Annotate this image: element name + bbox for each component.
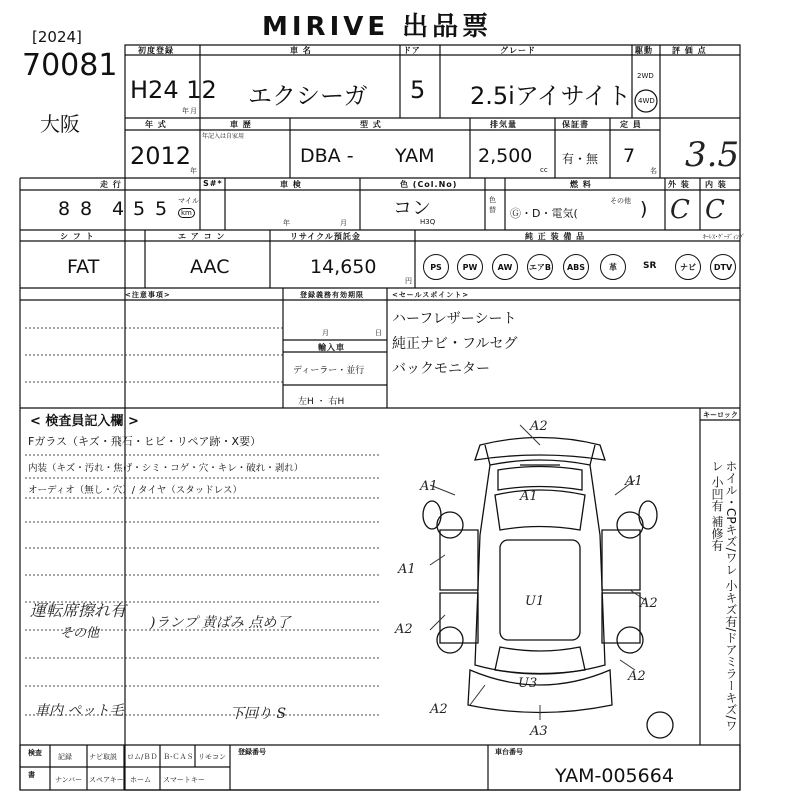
footer-record: 記録 bbox=[58, 753, 72, 761]
inspector-vertical-note: ホイル・CPキズ/ワレ 小キズ有/ドアミラーキズ/ワレ 小凹有 補修有 bbox=[710, 460, 738, 732]
mileage-mile: マイル bbox=[178, 197, 199, 205]
footer-navi-manual: ナビ取説 bbox=[89, 753, 117, 761]
inspector-handwriting: 下回り S bbox=[230, 706, 287, 722]
footer-number: ナンバー bbox=[55, 776, 83, 784]
fuel-other: その他 bbox=[610, 197, 631, 205]
damage-mark: A1 bbox=[420, 479, 438, 494]
displacement-unit: cc bbox=[540, 166, 548, 174]
location: 大阪 bbox=[40, 112, 80, 136]
label-registration: 登録義務有効期限 bbox=[300, 291, 364, 299]
exterior-value: C bbox=[670, 195, 690, 225]
label-history: 車 歴 bbox=[230, 120, 252, 129]
equip-navi: ナビ bbox=[675, 254, 701, 280]
import-type: ディーラー・並行 bbox=[293, 366, 365, 376]
label-capacity: 定 員 bbox=[620, 120, 642, 129]
damage-mark: A2 bbox=[530, 419, 548, 434]
inspector-line-audio: オーディオ（無し・穴）/ タイヤ（スタッドレス） bbox=[28, 485, 242, 496]
footer-inspection: 検査 bbox=[28, 749, 42, 757]
inspector-line-glass: Fガラス（キズ・飛石・ヒビ・リペア跡・X要） bbox=[28, 435, 262, 448]
inspector-line-interior: 内装（キズ・汚れ・焦げ・シミ・コゲ・穴・キレ・破れ・剥れ） bbox=[28, 463, 304, 474]
chassis-number: YAM-005664 bbox=[555, 765, 674, 787]
label-warranty: 保証書 bbox=[562, 120, 589, 129]
label-drive: 駆動 bbox=[635, 46, 653, 55]
grade-value: 2.5iアイサイト bbox=[470, 82, 631, 110]
first-reg-value: H24 12 bbox=[130, 76, 217, 104]
label-grade: グレード bbox=[500, 46, 536, 55]
label-first-reg: 初度登録 bbox=[138, 46, 174, 55]
footer-bcas: Ｂ-ＣＡＳ bbox=[163, 753, 194, 761]
label-model-year: 年 式 bbox=[145, 120, 167, 129]
model-year-value: 2012 bbox=[130, 142, 192, 170]
sales-point: バックモニター bbox=[392, 361, 490, 377]
equip-dtv: DTV bbox=[710, 254, 736, 280]
footer-smart-key: スマートキー bbox=[163, 776, 205, 784]
model-year-unit: 年 bbox=[190, 167, 197, 175]
mileage-digit: 8 bbox=[58, 198, 71, 220]
label-mileage: 走 行 bbox=[100, 180, 122, 189]
inspector-heading: < 検査員記入欄 > bbox=[30, 414, 139, 429]
label-import: 輸入車 bbox=[318, 343, 345, 352]
label-interior: 内 装 bbox=[705, 180, 727, 189]
year-tag: [2024] bbox=[32, 28, 82, 46]
shaken-month: 月 bbox=[340, 219, 347, 227]
label-equipment: 純 正 装 備 品 bbox=[525, 232, 586, 241]
type-value: YAM bbox=[395, 145, 435, 167]
footer-remote: リモコン bbox=[198, 753, 226, 761]
footer-chassis-label: 車台番号 bbox=[495, 748, 523, 756]
label-color: 色 (Col.No) bbox=[400, 180, 458, 189]
label-exterior: 外 装 bbox=[668, 180, 690, 189]
inspector-handwriting: )ランプ 黄ばみ 点め了 bbox=[150, 615, 291, 631]
label-displacement: 排気量 bbox=[490, 120, 517, 129]
label-keyless: ｷｰﾚｽ･ｸﾞｰﾃﾞｨﾝｸﾞ bbox=[703, 234, 746, 241]
car-name-value: エクシーガ bbox=[248, 82, 368, 110]
shaken-year: 年 bbox=[283, 219, 290, 227]
capacity-unit: 名 bbox=[650, 167, 657, 175]
door-value: 5 bbox=[410, 76, 426, 104]
damage-mark: A3 bbox=[530, 724, 548, 739]
mileage-km: km bbox=[178, 208, 195, 218]
equip-aw: AW bbox=[492, 254, 518, 280]
registration-month: 月 bbox=[322, 329, 329, 337]
damage-mark: A2 bbox=[628, 669, 646, 684]
label-sales: <セールスポイント> bbox=[392, 291, 470, 299]
color-change-label: 色替 bbox=[489, 196, 496, 214]
footer-home: ホーム bbox=[130, 776, 151, 784]
mileage-digit: 5 bbox=[133, 198, 146, 220]
inspector-handwriting: その他 bbox=[60, 626, 100, 641]
equip-sr: SR bbox=[643, 261, 657, 271]
label-shift: シ フ ト bbox=[60, 232, 95, 241]
sales-point: 純正ナビ・フルセグ bbox=[392, 336, 518, 352]
mileage-digit: 8 bbox=[80, 198, 93, 220]
equip-airbag: エアB bbox=[527, 254, 553, 280]
warranty-value: 有・無 bbox=[562, 152, 599, 166]
label-recycle: リサイクル預託金 bbox=[290, 232, 361, 241]
label-door: ドア bbox=[403, 46, 421, 55]
drive-4wd: 4WD bbox=[638, 97, 655, 105]
label-type: 型 式 bbox=[360, 120, 382, 129]
footer-rom-bd: ロム/ＢＤ bbox=[127, 753, 158, 761]
mileage-digit: 4 bbox=[112, 198, 125, 220]
equip-ps: PS bbox=[423, 254, 449, 280]
color-value: コン bbox=[393, 197, 432, 219]
first-reg-month-unit: 月 bbox=[190, 107, 197, 115]
label-sh: S#* bbox=[203, 179, 223, 188]
displacement-value: 2,500 bbox=[478, 145, 533, 167]
form-title: MIRIVE 出品票 bbox=[262, 12, 493, 42]
label-shaken: 車 検 bbox=[280, 180, 302, 189]
shift-value: FAT bbox=[67, 256, 100, 278]
label-key-lock: キーロック bbox=[703, 411, 738, 419]
mileage-digit: 5 bbox=[155, 198, 168, 220]
capacity-value: 7 bbox=[623, 145, 636, 167]
damage-mark: A1 bbox=[398, 562, 416, 577]
damage-mark: A2 bbox=[640, 596, 658, 611]
aircon-value: AAC bbox=[190, 256, 230, 278]
label-car-name: 車 名 bbox=[290, 46, 312, 55]
damage-mark: A1 bbox=[520, 489, 538, 504]
label-aircon: エ ア コ ン bbox=[178, 232, 226, 241]
lot-number: 70081 bbox=[22, 48, 118, 83]
inspector-handwriting: 運転席擦れ有 bbox=[30, 601, 127, 620]
label-fuel: 燃 料 bbox=[570, 180, 592, 189]
score-value: 3.5 bbox=[685, 135, 740, 175]
damage-mark: A2 bbox=[430, 702, 448, 717]
handle-side: 左H ・ 右H bbox=[298, 397, 345, 407]
type-prefix: DBA - bbox=[300, 145, 354, 167]
label-history-sub: 年記入は自家用 bbox=[202, 133, 245, 140]
car-damage-diagram bbox=[390, 415, 690, 745]
interior-value: C bbox=[705, 195, 725, 225]
drive-2wd: 2WD bbox=[637, 72, 654, 80]
footer-reg-label: 登録番号 bbox=[238, 748, 266, 756]
recycle-value: 14,650 bbox=[310, 256, 377, 278]
footer-doc: 書 bbox=[28, 771, 35, 779]
damage-mark: U3 bbox=[518, 676, 538, 691]
color-number: H3Q bbox=[420, 218, 436, 226]
damage-mark: U1 bbox=[525, 594, 545, 609]
label-score: 評 価 点 bbox=[672, 46, 707, 55]
damage-mark: A2 bbox=[395, 622, 413, 637]
footer-spare-key: スペアキー bbox=[89, 776, 124, 784]
label-notes: <注意事項> bbox=[125, 291, 171, 299]
equip-abs: ABS bbox=[563, 254, 589, 280]
fuel-value: Ⓖ・D・電気( bbox=[510, 207, 578, 220]
recycle-yen: 円 bbox=[405, 277, 412, 285]
registration-day: 日 bbox=[375, 329, 382, 337]
equip-pw: PW bbox=[457, 254, 483, 280]
equip-leather: 革 bbox=[600, 254, 626, 280]
inspector-handwriting: 車内 ペット毛 bbox=[35, 703, 124, 719]
sales-point: ハーフレザーシート bbox=[392, 311, 517, 327]
first-reg-year-unit: 年 bbox=[182, 107, 189, 115]
fuel-close: ) bbox=[640, 198, 648, 220]
damage-mark: A1 bbox=[625, 474, 643, 489]
